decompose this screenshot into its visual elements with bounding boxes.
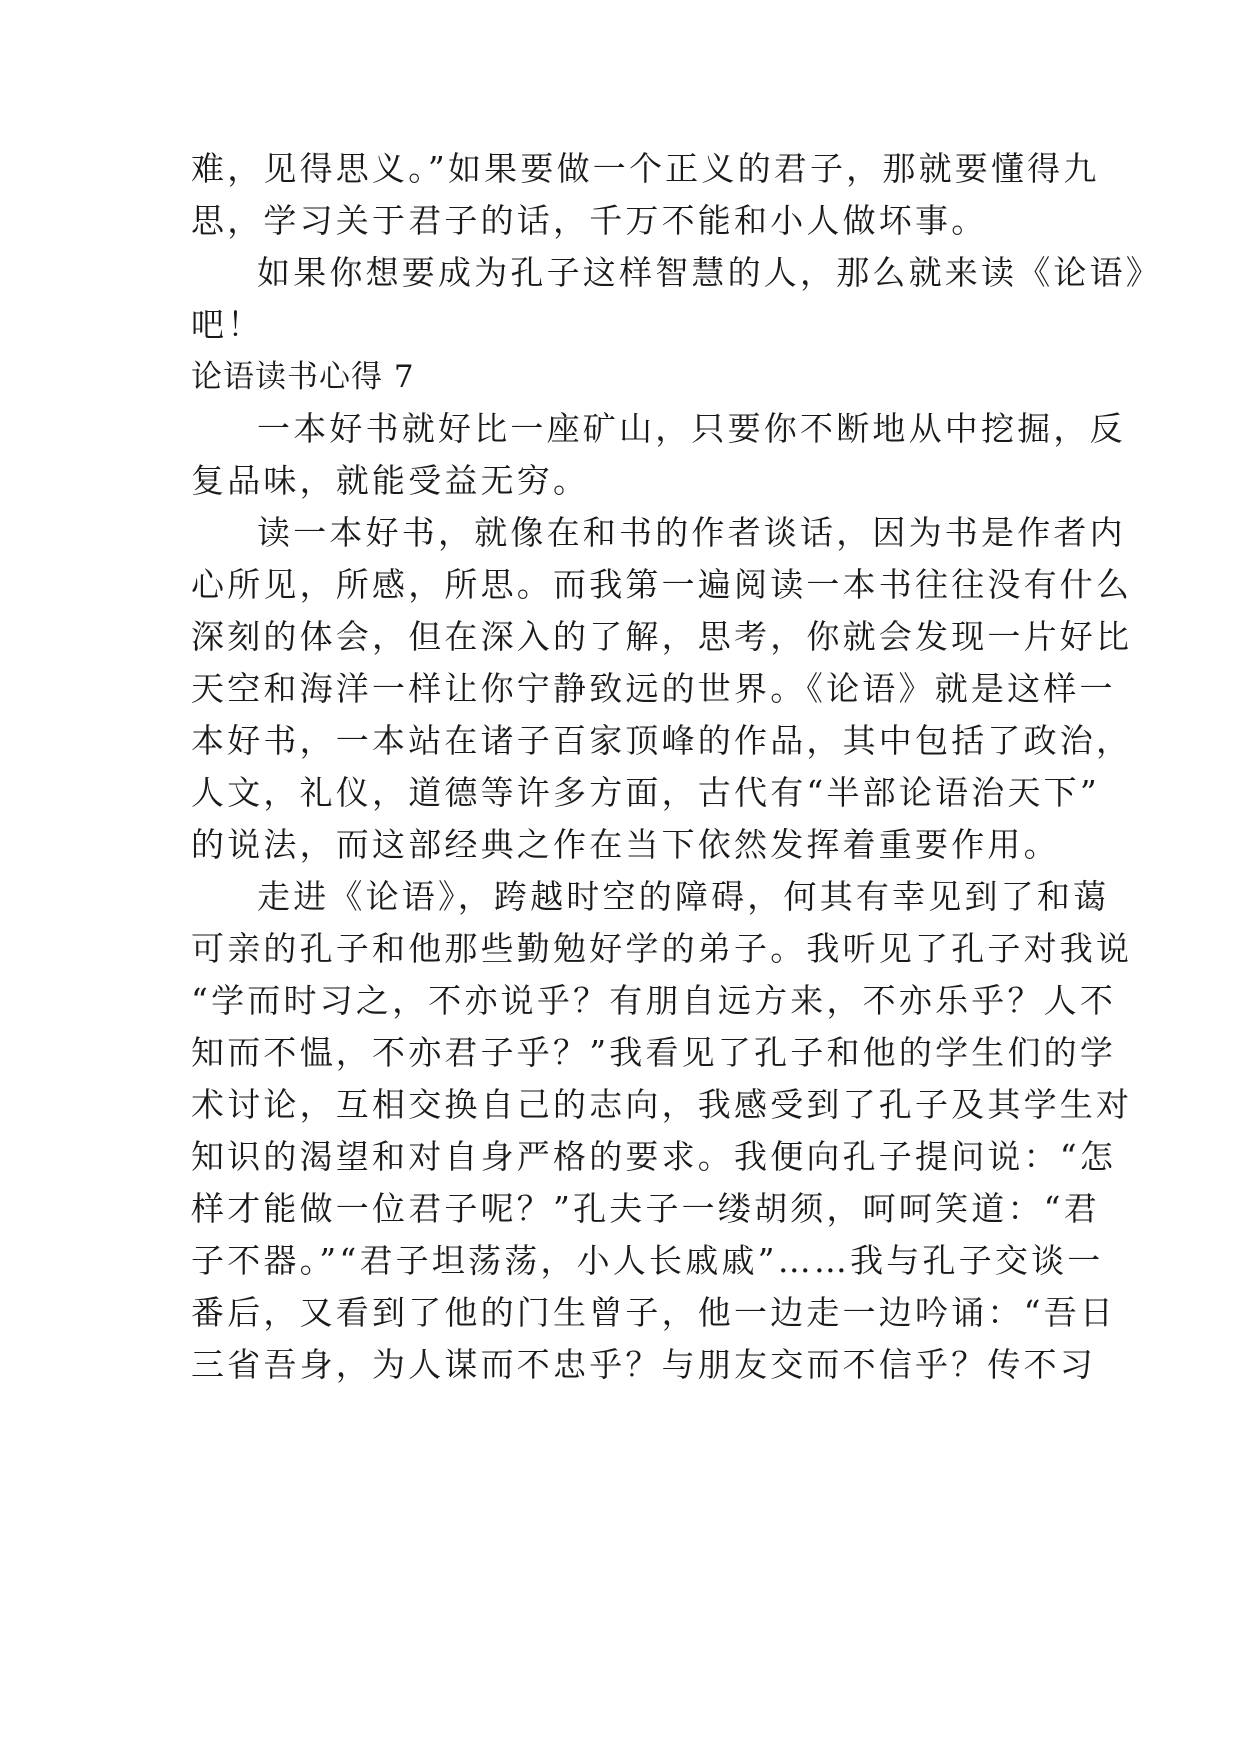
body-text-line: 复品味，就能受益无穷。 [191,461,590,500]
body-text-line: 番后，又看到了他的门生曾子，他一边走一边吟诵：“吾日 [191,1293,1117,1332]
body-text-line: 可亲的孔子和他那些勤勉好学的弟子。我听见了孔子对我说 [191,929,1133,968]
body-text-line: 心所见，所感，所思。而我第一遍阅读一本书往往没有什么 [191,565,1133,604]
body-text-line: 样才能做一位君子呢？”孔夫子一缕胡须，呵呵笑道：“君 [191,1189,1100,1228]
body-text-line: 深刻的体会，但在深入的了解，思考，你就会发现一片好比 [191,617,1133,656]
body-text-line: “学而时习之，不亦说乎？有朋自远方来，不亦乐乎？人不 [191,981,1117,1020]
body-text-line: 吧！ [191,305,264,344]
body-text-line: 术讨论，互相交换自己的志向，我感受到了孔子及其学生对 [191,1085,1133,1124]
body-text-line: 本好书，一本站在诸子百家顶峰的作品，其中包括了政治， [191,721,1133,760]
paragraph-first-line: 一本好书就好比一座矿山，只要你不断地从中挖掘，反 [257,409,1126,448]
section-heading: 论语读书心得 7 [191,359,415,395]
body-text-line: 思，学习关于君子的话，千万不能和小人做坏事。 [191,201,988,240]
body-text-line: 难，见得思义。”如果要做一个正义的君子，那就要懂得九 [191,149,1100,188]
body-text-line: 的说法，而这部经典之作在当下依然发挥着重要作用。 [191,825,1060,864]
paragraph-first-line: 如果你想要成为孔子这样智慧的人，那么就来读《论语》 [257,253,1162,292]
body-text-line: 知而不愠，不亦君子乎？”我看见了孔子和他的学生们的学 [191,1033,1117,1072]
body-text-line: 子不器。”“君子坦荡荡，小人长戚戚”……我与孔子交谈一 [191,1241,1104,1280]
paragraph-first-line: 走进《论语》，跨越时空的障碍，何其有幸见到了和蔼 [257,877,1110,916]
body-text-line: 人文，礼仪，道德等许多方面，古代有“半部论语治天下” [191,773,1100,812]
paragraph-first-line: 读一本好书，就像在和书的作者谈话，因为书是作者内 [257,513,1126,552]
body-text-line: 三省吾身，为人谋而不忠乎？与朋友交而不信乎？传不习 [191,1345,1096,1384]
body-text-line: 天空和海洋一样让你宁静致远的世界。《论语》就是这样一 [191,669,1116,708]
body-text-line: 知识的渴望和对自身严格的要求。我便向孔子提问说：“怎 [191,1137,1117,1176]
